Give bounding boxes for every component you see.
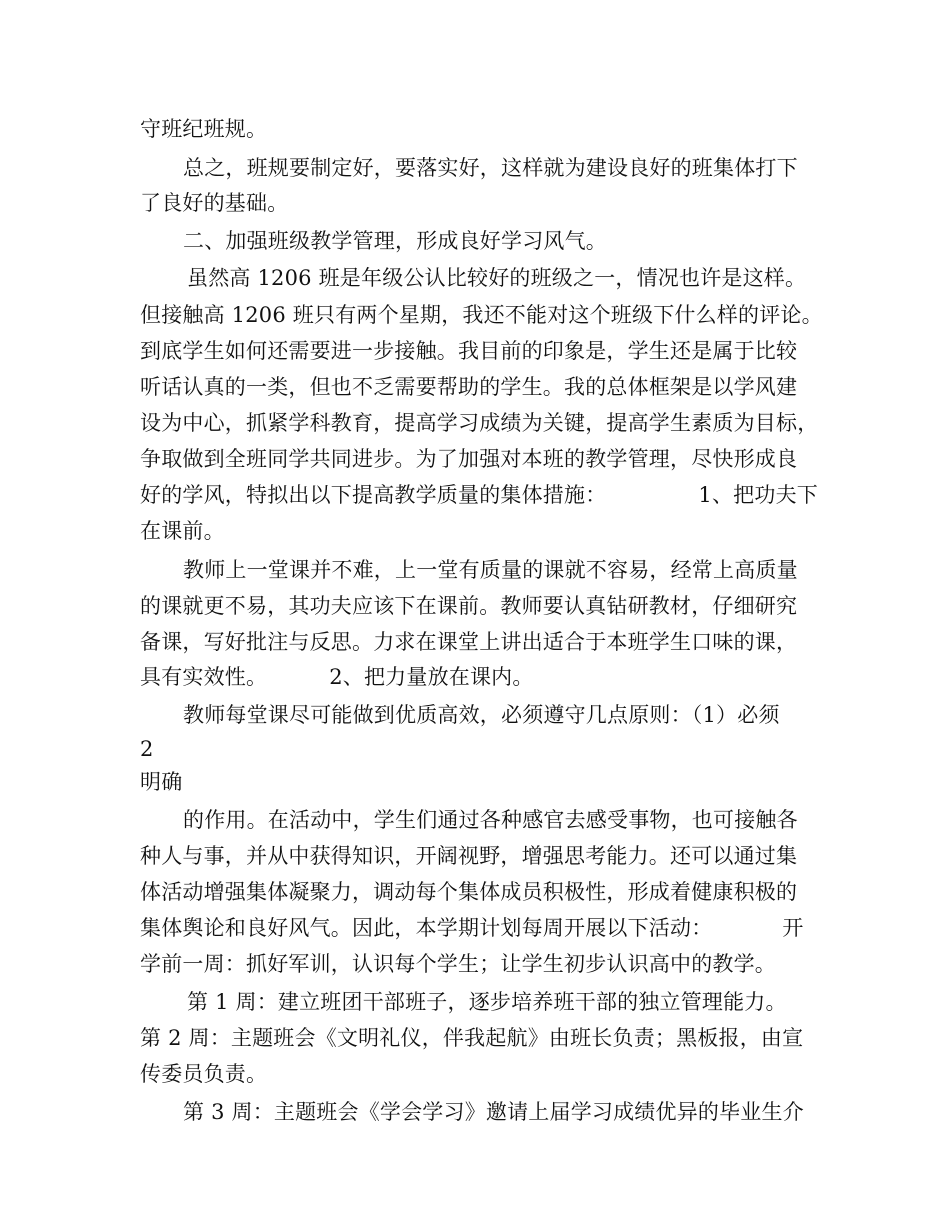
text-line: 守班纪班规。 [140,117,268,141]
text-segment: 具有实效性。 [140,665,268,689]
text-line: 的课就更不易，其功夫应该下在课前。教师要认真钻研教材，仔细研究 [140,594,798,618]
list-heading: 1、把功夫下 [698,483,818,507]
text-line: 设为中心，抓紧学科教育，提高学习成绩为关键，提高学生素质为目标， [140,411,819,435]
text-line: 备课，写好批注与反思。力求在课堂上讲出适合于本班学生口味的课， [140,630,798,654]
text-line: 虽然高 1206 班是年级公认比较好的班级之一，情况也许是这样。 [187,266,807,290]
text-line [140,480,820,510]
page-number: 2 [140,737,154,761]
text-line: 但接触高 1206 班只有两个星期，我还不能对这个班级下什么样的评论。 [140,303,823,327]
text-line: 了良好的基础。 [140,191,289,215]
text-line: 第 3 周：主题班会《学会学习》邀请上届学习成绩优异的毕业生介 [183,1100,804,1124]
text-line: 的作用。在活动中，学生们通过各种感官去感受事物，也可接触各 [183,808,798,832]
list-heading: 2、把力量放在课内。 [329,665,534,689]
text-line [140,913,820,943]
text-line: 第 1 周：建立班团干部班子，逐步培养班干部的独立管理能力。 [187,990,787,1014]
text-segment: 开 [782,916,804,940]
text-line: 听话认真的一类，但也不乏需要帮助的学生。我的总体框架是以学风建 [140,375,798,399]
text-segment: 好的学风，特拟出以下提高教学质量的集体措施： [140,483,607,507]
text-line [140,662,820,692]
text-line: 到底学生如何还需要进一步接触。我目前的印象是，学生还是属于比较 [140,339,798,363]
text-line: 学前一周：抓好军训，认识每个学生；让学生初步认识高中的教学。 [140,952,776,976]
text-line: 传委员负责。 [140,1062,268,1086]
text-line: 争取做到全班同学共同进步。为了加强对本班的教学管理，尽快形成良 [140,447,798,471]
text-line: 总之，班规要制定好，要落实好，这样就为建设良好的班集体打下 [183,156,798,180]
text-line: 教师上一堂课并不难，上一堂有质量的课就不容易，经常上高质量 [183,558,798,582]
text-line: 教师每堂课尽可能做到优质高效，必须遵守几点原则：（1）必须 [183,703,780,727]
text-segment: 集体舆论和良好风气。因此，本学期计划每周开展以下活动： [140,916,713,940]
text-line: 在课前。 [140,519,225,543]
text-line: 第 2 周：主题班会《文明礼仪，伴我起航》由班长负责；黑板报，由宣 [140,1026,804,1050]
text-line: 种人与事，并从中获得知识，开阔视野，增强思考能力。还可以通过集 [140,844,798,868]
text-line: 明确 [140,770,183,794]
section-heading: 二、加强班级教学管理，形成良好学习风气。 [183,229,607,253]
text-line: 体活动增强集体凝聚力，调动每个集体成员积极性，形成着健康积极的 [140,880,798,904]
